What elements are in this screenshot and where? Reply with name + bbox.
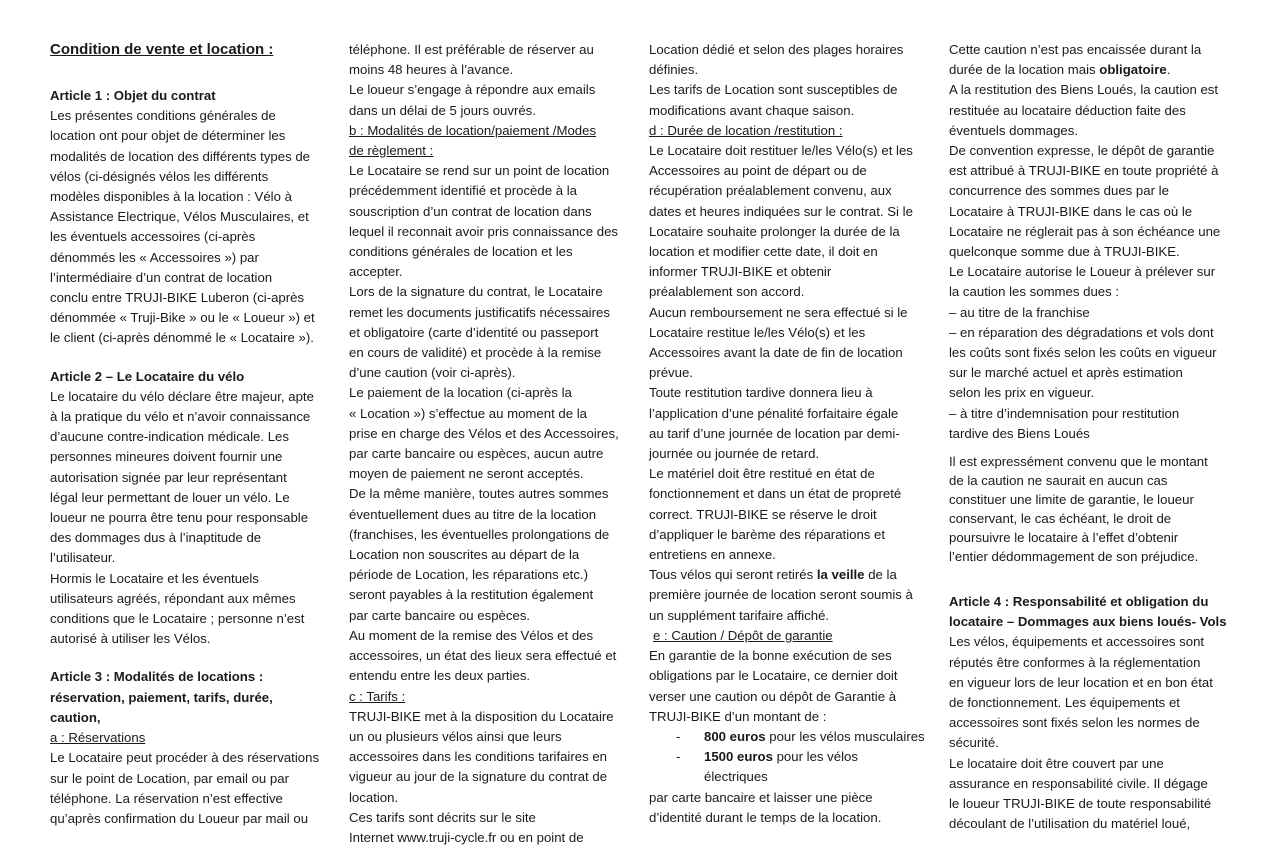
text-line: obligations par le Locataire, ce dernier doit <box>649 668 898 684</box>
text-line: constituer une limite de garantie, le loueur <box>949 492 1194 508</box>
text-line: Le matériel doit être restitué en état de <box>649 466 875 482</box>
text-line: A la restitution des Biens Loués, la caution est <box>949 82 1219 98</box>
text-line: téléphone. Il est préférable de réserver au <box>349 42 594 57</box>
text-line: – en réparation des dégradations et vols dont <box>949 324 1214 340</box>
text-line: location. <box>349 789 399 805</box>
list-item-text <box>704 727 941 747</box>
text-line: éventuels dommages. <box>949 122 1079 138</box>
text-line: De convention expresse, le dépôt de garantie <box>949 143 1215 159</box>
subsection-heading-b: b : Modalités de location/paiement /Modes <box>349 122 597 138</box>
text-line: au tarif d’une journée de location par demi- <box>649 425 900 441</box>
text-line: En garantie de la bonne exécution de ses <box>649 648 892 664</box>
text-line: selon les prix en vigueur. <box>949 385 1095 401</box>
text-line: Lors de la signature du contrat, le Locataire <box>349 284 603 300</box>
text-line: d’appliquer le barème des réparations et <box>649 526 886 542</box>
text-line <box>649 565 941 585</box>
text-line: Aucun remboursement ne sera effectué si le <box>649 304 908 320</box>
text-line: accepter. <box>349 264 403 280</box>
column-2 <box>349 40 641 848</box>
text-line: Accessoires avant la date de fin de location <box>649 345 903 361</box>
text-line: « Location ») s’effectue au moment de la <box>349 405 588 421</box>
text-line: Internet www.truji-cycle.fr ou en point de <box>349 829 584 845</box>
text-line: Locataire restitue le/les Vélo(s) et les <box>649 324 866 340</box>
text-line: Le Locataire se rend sur un point de location <box>349 163 610 179</box>
text-line: vigueur au jour de la signature du contrat de <box>349 769 608 785</box>
text-line: Assistance Electrique, Vélos Musculaires, et <box>50 209 309 225</box>
text-line: lequel il reconnait avoir pris connaissance des <box>349 223 619 239</box>
text-line: téléphone. La réservation n’est effective <box>50 790 283 806</box>
text-line: les coûts sont fixés selon les coûts en vigueur <box>949 345 1217 361</box>
text-line: les éventuels accessoires (ci-après <box>50 229 256 245</box>
text-line: tardive des Biens Loués <box>949 425 1090 441</box>
text-line: Le locataire du vélo déclare être majeur, apte <box>50 388 314 404</box>
text-line: Les tarifs de Location sont susceptibles de <box>649 82 898 98</box>
article-1-heading: Article 1 : Objet du contrat <box>50 88 216 103</box>
article-3-heading: caution, <box>50 709 101 725</box>
column-4 <box>949 40 1249 835</box>
text-line: remet les documents justificatifs nécessaires <box>349 304 610 320</box>
text-line: conditions générales de location et les <box>349 244 573 260</box>
text-line: Le locataire doit être couvert par une <box>949 755 1164 771</box>
text-line: Toute restitution tardive donnera lieu à <box>649 385 873 401</box>
text-span: Tous vélos qui seront retirés <box>649 567 817 583</box>
text-line: restituée au locataire déduction faite des <box>949 102 1186 118</box>
text-line: sécurité. <box>949 735 999 751</box>
text-line: en cours de validité) et procède à la remise <box>349 345 602 361</box>
text-span: . <box>1166 62 1171 78</box>
text-line: Location non souscrites au départ de la <box>349 547 580 563</box>
text-line: Ces tarifs sont décrits sur le site <box>349 809 536 825</box>
text-line: vélos (ci-désignés vélos les différents <box>50 168 269 184</box>
article-3-heading: réservation, paiement, tarifs, durée, <box>50 689 273 705</box>
bold-text: 1500 euros <box>704 749 773 765</box>
text-line: entendu entre les deux parties. <box>349 668 531 684</box>
text-line: d’une caution (voir ci-après). <box>349 365 516 381</box>
text-span: durée de la location mais <box>949 62 1100 78</box>
text-line: verser une caution ou dépôt de Garantie à <box>649 688 897 704</box>
document-title: Condition de vente et location : <box>50 41 274 58</box>
guarantee-paragraph <box>949 452 1249 566</box>
bullet-dash: - <box>676 728 681 744</box>
text-line: De la même manière, toutes autres sommes <box>349 486 609 502</box>
text-line: l’intermédiaire d’un contrat de location <box>50 269 273 285</box>
text-line: quelconque somme due à TRUJI-BIKE. <box>949 244 1180 260</box>
text-line: accessoires sont fixés selon les normes de <box>949 715 1200 731</box>
text-line: Il est expressément convenu que le montant <box>949 454 1208 470</box>
text-line: informer TRUJI-BIKE et obtenir <box>649 264 832 280</box>
text-line: Les présentes conditions générales de <box>50 108 276 124</box>
text-line: (franchises, les éventuelles prolongations de <box>349 526 610 542</box>
text-line: accessoires, un état des lieux sera effectué et <box>349 648 617 664</box>
text-line: conclu entre TRUJI-BIKE Luberon (ci-après <box>50 290 305 306</box>
article-2-heading: Article 2 – Le Locataire du vélo <box>50 368 245 384</box>
subsection-heading-e: e : Caution / Dépôt de garantie <box>653 627 833 643</box>
text-line: Les vélos, équipements et accessoires sont <box>949 634 1205 650</box>
text-line: poursuivre le locataire à l’effet d’obtenir <box>949 530 1179 546</box>
text-line: autorisé à utiliser les Vélos. <box>50 631 211 647</box>
text-line: modèles disponibles à la location : Vélo à <box>50 189 292 205</box>
text-line: dates et heures indiquées sur le contrat. Si le <box>649 203 913 219</box>
text-line: est attribué à TRUJI-BIKE en toute propriété à <box>949 163 1219 179</box>
text-line: l’entier dédommagement de son préjudice. <box>949 549 1199 565</box>
text-line: location et modifier cette date, il doit en <box>649 244 878 260</box>
text-line: qu’après confirmation du Loueur par mail ou <box>50 810 309 826</box>
text-line: à la pratique du vélo et n’avoir connaissance <box>50 409 311 425</box>
text-line: personnes mineures doivent fournir une <box>50 449 283 465</box>
text-line: Locataire ne réglerait pas à son échéance une <box>949 223 1221 239</box>
text-line: utilisateurs agréés, répondant aux mêmes <box>50 590 296 606</box>
text-line: Accessoires au point de départ ou de <box>649 163 867 179</box>
text-line: l’utilisateur. <box>50 550 116 566</box>
text-line: l’application d’une pénalité forfaitaire égale <box>649 405 899 421</box>
text-line: entretiens en annexe. <box>649 547 776 563</box>
text-line: moins 48 heures à l’avance. <box>349 62 514 78</box>
text-line: moyen de paiement ne seront acceptés. <box>349 466 584 482</box>
article-3-heading: Article 3 : Modalités de locations : <box>50 669 264 685</box>
text-line: conservant, le cas échéant, le droit de <box>949 511 1172 527</box>
article-4-heading: locataire – Dommages aux biens loués- Vols <box>949 614 1227 630</box>
text-line: par carte bancaire et laisser une pièce <box>649 789 873 805</box>
text-line: la caution les sommes dues : <box>949 284 1120 300</box>
text-line: Le Locataire peut procéder à des réservations <box>50 750 320 766</box>
text-line: dans un délai de 5 jours ouvrés. <box>349 102 536 118</box>
text-span: pour les vélos musculaires <box>765 728 925 744</box>
text-line: – à titre d’indemnisation pour restitution <box>949 405 1180 421</box>
text-line: assurance en responsabilité civile. Il dégage <box>949 775 1208 791</box>
text-line: seront payables à la restitution également <box>349 587 594 603</box>
subsection-heading-c: c : Tarifs : <box>349 688 406 704</box>
text-line: préalablement son accord. <box>649 284 805 300</box>
text-line: récupération préalablement convenu, aux <box>649 183 892 199</box>
text-line: et obligatoire (carte d’identité ou passeport <box>349 324 599 340</box>
text-line: d’identité durant le temps de la location. <box>649 809 882 825</box>
text-line: un supplément tarifaire affiché. <box>649 607 830 623</box>
text-line: Le paiement de la location (ci-après la <box>349 385 572 401</box>
text-line: de la caution ne saurait en aucun cas <box>949 473 1168 489</box>
text-line: première journée de location seront soumis à <box>649 587 913 603</box>
text-line: Hormis le Locataire et les éventuels <box>50 570 259 586</box>
text-line: par carte bancaire ou espèces, aucun autre <box>349 446 604 462</box>
text-line: sur le marché actuel et après estimation <box>949 365 1183 381</box>
bullet-dash: - <box>676 749 681 765</box>
subsection-heading-b: de règlement : <box>349 143 434 159</box>
text-line: concurrence des sommes dues par le <box>949 183 1169 199</box>
list-item <box>649 727 941 747</box>
text-line: un ou plusieurs vélos ainsi que leurs <box>349 728 562 744</box>
text-line: d’aucune contre-indication médicale. Les <box>50 429 289 445</box>
text-line: Location dédié et selon des plages horaires <box>649 42 904 57</box>
text-line: Cette caution n’est pas encaissée durant la <box>949 42 1202 57</box>
bold-text: obligatoire <box>1099 62 1167 78</box>
text-line: souscription d’un contrat de location dans <box>349 203 592 219</box>
text-line: période de Location, les réparations etc.) <box>349 567 588 583</box>
text-line: loueur ne pourra être tenu pour responsable <box>50 510 309 526</box>
text-line <box>949 60 1249 80</box>
text-line: TRUJI-BIKE met à la disposition du Locataire <box>349 708 614 724</box>
text-line: le loueur TRUJI-BIKE de toute responsabilité <box>949 796 1212 812</box>
subsection-heading-a: a : Réservations <box>50 730 146 746</box>
text-line: location ont pour objet de déterminer les <box>50 128 286 144</box>
bold-text: la veille <box>816 567 865 583</box>
text-line: de fonctionnement. Les équipements et <box>949 695 1180 711</box>
article-4-heading: Article 4 : Responsabilité et obligation du <box>949 594 1209 610</box>
text-line: sur le point de Location, par email ou par <box>50 770 289 786</box>
list-item <box>649 747 941 787</box>
text-line: par carte bancaire ou espèces. <box>349 607 531 623</box>
text-line: journée ou journée de retard. <box>649 446 820 462</box>
subsection-heading-d: d : Durée de location /restitution : <box>649 122 843 138</box>
text-line: Locataire à TRUJI-BIKE dans le cas où le <box>949 203 1193 219</box>
list-item-text <box>704 747 941 787</box>
text-line: Au moment de la remise des Vélos et des <box>349 627 594 643</box>
text-line: légal leur permettant de louer un vélo. Le <box>50 489 290 505</box>
text-span: de la <box>864 567 897 583</box>
column-1 <box>50 40 340 829</box>
text-line: fonctionnement et dans un état de propreté <box>649 486 902 502</box>
text-span: électriques <box>704 769 768 785</box>
text-line: autorisation signée par leur représentant <box>50 469 287 485</box>
text-line: en vigueur lors de leur location et en bon état <box>949 674 1213 690</box>
text-line: Le Locataire doit restituer le/les Vélo(s) et les <box>649 143 913 159</box>
text-line: précédemment identifié et procède à la <box>349 183 577 199</box>
text-line: définies. <box>649 62 699 78</box>
text-line: conditions que le Locataire ; personne n’est <box>50 611 305 627</box>
text-line: prise en charge des Vélos et des Accessoires, <box>349 425 619 441</box>
text-line: prévue. <box>649 365 693 381</box>
column-3 <box>649 40 941 828</box>
text-line: découlant de l’utilisation du matériel loué, <box>949 816 1191 832</box>
text-line: dénommée « Truji-Bike » ou le « Loueur ») et <box>50 310 315 326</box>
text-line: le client (ci-après dénommé le « Locataire »). <box>50 330 314 346</box>
text-line: modalités de location des différents types de <box>50 148 311 164</box>
text-line: éventuellement dues au titre de la location <box>349 506 597 522</box>
text-span: pour les vélos <box>772 749 858 765</box>
bold-text: 800 euros <box>704 728 766 744</box>
text-line: Locataire souhaite prolonger la durée de la <box>649 223 900 239</box>
text-line: des dommages dus à l’inaptitude de <box>50 530 262 546</box>
text-line: Le Locataire autorise le Loueur à prélever sur <box>949 264 1216 280</box>
text-line: modifications avant chaque saison. <box>649 102 855 118</box>
text-line: accessoires dans les conditions tarifaires en <box>349 749 608 765</box>
text-line: correct. TRUJI-BIKE se réserve le droit <box>649 506 877 522</box>
text-line: TRUJI-BIKE d’un montant de : <box>649 708 827 724</box>
text-line: – au titre de la franchise <box>949 304 1090 320</box>
text-line: Le loueur s’engage à répondre aux emails <box>349 82 596 98</box>
text-line: dénommés les « Accessoires ») par <box>50 249 259 265</box>
text-line: réputés être conformes à la réglementation <box>949 654 1201 670</box>
